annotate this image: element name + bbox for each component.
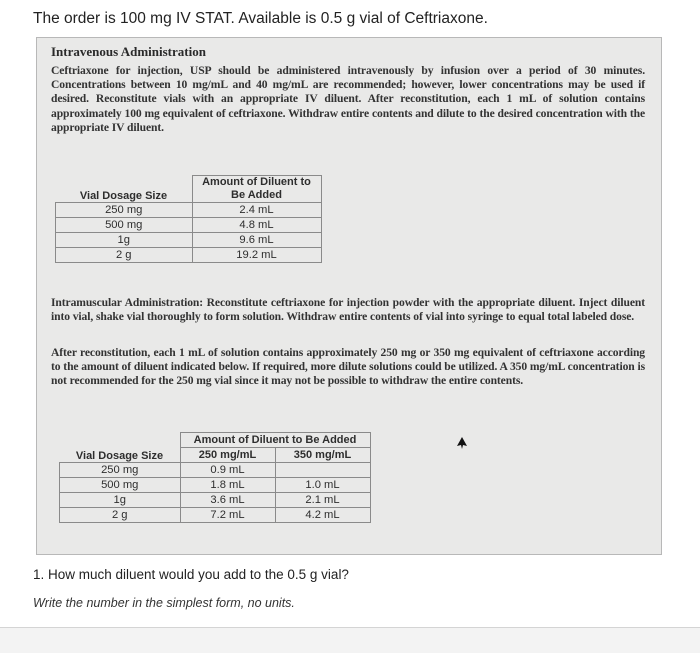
table-cell: 3.6 mL: [180, 493, 275, 508]
table-cell: [275, 463, 370, 478]
table-cell: 2 g: [60, 508, 181, 523]
table-cell: 9.6 mL: [192, 233, 321, 248]
table-cell: 1.0 mL: [275, 478, 370, 493]
table-row: [56, 248, 322, 263]
table-cell: 250 mg: [60, 463, 181, 478]
table-row: [56, 203, 322, 218]
table-cell: 19.2 mL: [192, 248, 321, 263]
table-cell: 1g: [60, 493, 181, 508]
im-paragraph: [51, 296, 645, 324]
im-text: Reconstitute ceftriaxone for injection powder with the appropriate diluent. Inject diluent into vial, shake vial thoroughly to form solution. Withdraw entire contents of vial into syringe to equal total labeled dose.: [51, 296, 645, 324]
table-cell: 4.2 mL: [275, 508, 370, 523]
im-sub-header-250: 250 mg/mL: [180, 448, 275, 463]
table-cell: 2.4 mL: [192, 203, 321, 218]
question-header: The order is 100 mg IV STAT. Available is 0.5 g vial of Ceftriaxone.: [33, 10, 488, 27]
table-cell: 2 g: [56, 248, 193, 263]
im-col1-header: Vial Dosage Size: [75, 450, 164, 462]
table-cell: 500 mg: [60, 478, 181, 493]
im-group-header: Amount of Diluent to Be Added: [180, 433, 370, 448]
table-row: [60, 463, 371, 478]
iv-paragraph: Ceftriaxone for injection, USP should be administered intravenously by infusion over a period of 30 minutes. Concentrations between 10 mg/mL and 40 mg/mL are recommended; however, lower concentrations may be used if desired. Reconstitute vials with an appropriate IV diluent. After reconstitution, each 1 mL of solution contains approximately 100 mg equivalent of ceftriaxone. Withdraw entire contents and dilute to the desired concentration with the appropriate IV diluent.: [51, 64, 645, 134]
table-cell: 2.1 mL: [275, 493, 370, 508]
table-row: [56, 218, 322, 233]
table-row: [60, 478, 371, 493]
table-cell: 7.2 mL: [180, 508, 275, 523]
drug-label-image: [36, 37, 662, 555]
iv-col1-header: Vial Dosage Size: [79, 190, 168, 202]
table-row: [60, 508, 371, 523]
table-cell: 1g: [56, 233, 193, 248]
table-cell: 500 mg: [56, 218, 193, 233]
table-row: [56, 233, 322, 248]
table-cell: 1.8 mL: [180, 478, 275, 493]
mouse-cursor-icon: [455, 436, 469, 450]
im-paragraph-2: After reconstitution, each 1 mL of solution contains approximately 250 mg or 350 mg equivalent of ceftriaxone according to the amount of diluent indicated below. If required, more dilute solutions could be utilized. A 350 mg/mL concentration is not recommended for the 250 mg vial since it may not be possible to withdraw the entire contents.: [51, 346, 645, 388]
iv-section-title: Intravenous Administration: [51, 44, 206, 59]
question-instruction: Write the number in the simplest form, no units.: [33, 596, 295, 610]
answer-input[interactable]: [0, 627, 700, 653]
table-cell: 4.8 mL: [192, 218, 321, 233]
table-cell: 0.9 mL: [180, 463, 275, 478]
question-prompt: 1. How much diluent would you add to the 0.5 g vial?: [33, 567, 349, 582]
iv-dilution-table: [55, 175, 322, 263]
im-dilution-table: [59, 432, 371, 523]
iv-col2-header: Amount of Diluent to Be Added: [192, 176, 321, 203]
im-lead: Intramuscular Administration:: [51, 296, 204, 309]
im-sub-header-350: 350 mg/mL: [275, 448, 370, 463]
table-row: [60, 493, 371, 508]
table-cell: 250 mg: [56, 203, 193, 218]
